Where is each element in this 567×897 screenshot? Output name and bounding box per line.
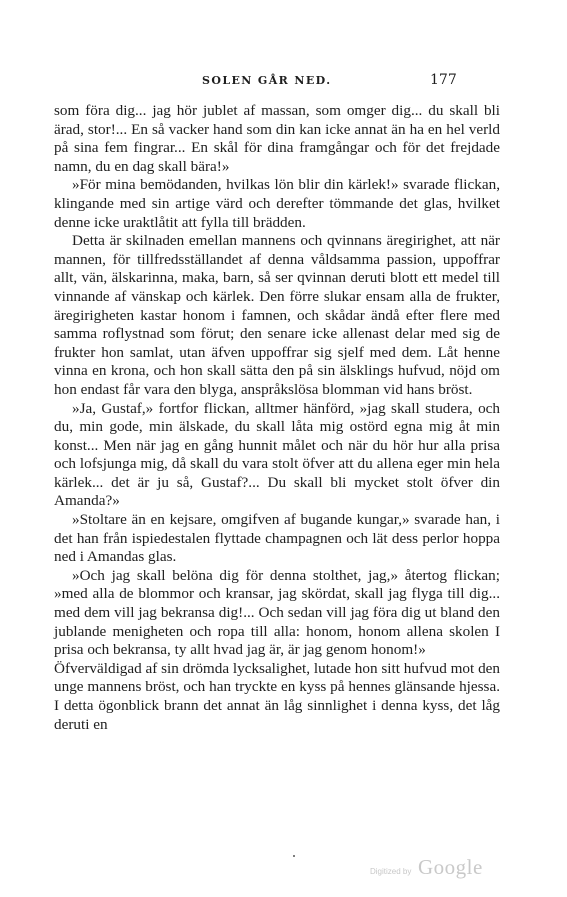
paragraph-1: som föra dig... jag hör jublet af massan, som omger dig... du skall bli ärad, stor!... En så vacker hand som din kan icke annat än ha en hel verld på sina fem fingrar... En skål för dina framgångar och för det frejdade namn, du en dag skall bära!» [54, 102, 500, 175]
watermark-logo: Google [418, 855, 483, 879]
watermark-prefix: Digitized by [370, 867, 412, 876]
paragraph-6: »Och jag skall belöna dig för denna stolthet, jag,» återtog flickan; »med alla de blommor och kransar, jag skördat, skall jag flyga till dig... med dem vill jag bekransa dig!... Och sedan vill jag föra dig ut bland den jublande menigheten och ropa till alla: honom, honom allena skolen I prisa och bekransa, ty allt hvad jag är, är jag genom honom!» [54, 566, 500, 659]
paragraph-4: »Ja, Gustaf,» fortfor flickan, alltmer hänförd, »jag skall studera, och du, min gode, min älskade, du skall låta mig ostörd egna mig åt min konst... Men när jag en gång hunnit målet och när du hör hur alla prisa och lofsjunga mig, då skall du vara stolt öfver att du allena eger min hela kärlek... det är ju så, Gustaf?... Du skall bli mycket stolt öfver din Amanda?» [54, 399, 500, 510]
paragraph-5: »Stoltare än en kejsare, omgifven af bugande kungar,» svarade han, i det han från ispiedestalen flyttade champagnen och lät dess perlor hoppa ned i Amandas glas. [54, 511, 500, 566]
running-header [0, 72, 567, 92]
digitization-watermark [370, 855, 510, 885]
paragraph-3: Detta är skilnaden emellan mannens och qvinnans äregirighet, att när mannen, för tillfredsställandet af denna våldsamma passion, uppoffrar allt, vän, älskarinna, maka, barn, så ser qvinnan deruti blott ett medel till vinnande af vänskap och kärlek. Den förre slukar ensam alla de frukter, äregirigheten kastar honom i famnen, och skådar ändå efter flere med samma roflystnad som förut; den senare icke allenast delar med sig de frukter hon samlat, utan äfven uppoffrar sig sjelf med dem. Låt henne vinna en krona, och hon skall sätta den på sin älsklings hufvud, nöjd om hon endast får vara den blyga, anspråkslösa blomman vid hans bröst. [54, 232, 500, 398]
page-number: 177 [430, 72, 457, 88]
paragraph-7: Öfverväldigad af sin drömda lycksalighet, lutade hon sitt hufvud mot den unge mannens bröst, och han tryckte en kyss på hennes glänsande hjessa. I detta ögonblick brann det annat än låg sinnlighet i denna kyss, det låg deruti en [54, 659, 500, 733]
running-title: SOLEN GÅR NED. [202, 74, 332, 87]
ink-speck [293, 855, 295, 857]
body-text [54, 102, 500, 734]
paragraph-2: »För mina bemödanden, hvilkas lön blir din kärlek!» svarade flickan, klingande med sin artige värd och derefter tömmande det glas, hvilket denne icke uraktlåtit att fylla till brädden. [54, 176, 500, 231]
